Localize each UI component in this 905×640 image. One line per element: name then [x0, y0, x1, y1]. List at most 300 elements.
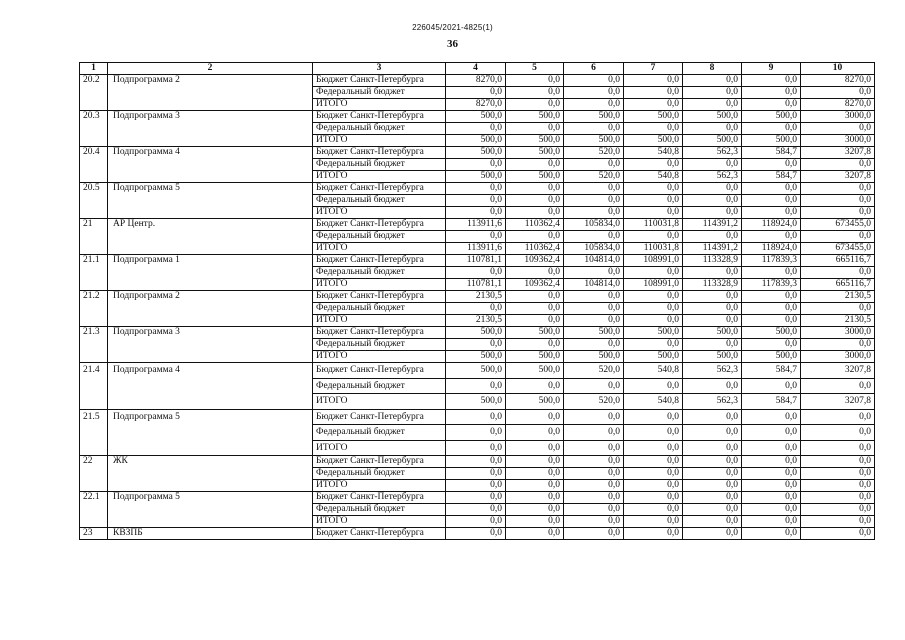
column-header: 5 [506, 63, 564, 75]
value-cell: 0,0 [564, 87, 624, 99]
row-program-name: КВЗПБ [108, 528, 313, 540]
value-cell: 0,0 [742, 378, 801, 394]
value-cell: 500,0 [564, 327, 624, 339]
row-program-name: Подпрограмма 1 [108, 255, 313, 291]
value-cell: 500,0 [742, 327, 801, 339]
value-cell: 500,0 [742, 111, 801, 123]
value-cell: 104814,0 [564, 279, 624, 291]
row-program-name: Подпрограмма 5 [108, 183, 313, 219]
table-row [80, 528, 875, 540]
value-cell: 0,0 [742, 123, 801, 135]
value-cell: 0,0 [624, 267, 683, 279]
value-cell: 500,0 [506, 171, 564, 183]
funding-source: Федеральный бюджет [313, 468, 446, 480]
funding-source: ИТОГО [313, 480, 446, 492]
value-cell: 109362,4 [506, 279, 564, 291]
value-cell: 500,0 [446, 111, 506, 123]
value-cell: 0,0 [506, 267, 564, 279]
value-cell: 0,0 [446, 409, 506, 425]
value-cell: 540,8 [624, 363, 683, 379]
funding-source: Бюджет Санкт-Петербурга [313, 492, 446, 504]
value-cell: 0,0 [506, 468, 564, 480]
value-cell: 0,0 [742, 267, 801, 279]
value-cell: 500,0 [506, 135, 564, 147]
value-cell: 0,0 [564, 267, 624, 279]
total-cell: 3207,8 [801, 363, 875, 379]
value-cell: 500,0 [564, 351, 624, 363]
value-cell: 584,7 [742, 363, 801, 379]
document-id: 226045/2021-4825(1) [412, 23, 493, 32]
row-program-name: Подпрограмма 2 [108, 291, 313, 327]
value-cell: 500,0 [506, 394, 564, 410]
value-cell: 500,0 [506, 327, 564, 339]
value-cell: 0,0 [446, 480, 506, 492]
value-cell: 0,0 [564, 440, 624, 456]
value-cell: 500,0 [506, 363, 564, 379]
value-cell: 500,0 [564, 135, 624, 147]
value-cell: 0,0 [564, 468, 624, 480]
funding-source: Бюджет Санкт-Петербурга [313, 291, 446, 303]
value-cell: 0,0 [564, 409, 624, 425]
value-cell: 562,3 [683, 394, 742, 410]
row-code: 21.4 [80, 363, 108, 410]
value-cell: 500,0 [683, 327, 742, 339]
value-cell: 562,3 [683, 363, 742, 379]
value-cell: 0,0 [506, 528, 564, 540]
value-cell: 0,0 [506, 440, 564, 456]
value-cell: 0,0 [564, 339, 624, 351]
value-cell: 108991,0 [624, 279, 683, 291]
value-cell: 113328,9 [683, 255, 742, 267]
funding-source: Федеральный бюджет [313, 303, 446, 315]
value-cell: 110031,8 [624, 219, 683, 231]
value-cell: 0,0 [742, 231, 801, 243]
table-row [80, 255, 875, 267]
value-cell: 0,0 [564, 303, 624, 315]
value-cell: 0,0 [506, 207, 564, 219]
funding-source: Федеральный бюджет [313, 231, 446, 243]
value-cell: 0,0 [564, 504, 624, 516]
value-cell: 0,0 [742, 468, 801, 480]
value-cell: 0,0 [564, 425, 624, 441]
value-cell: 0,0 [506, 75, 564, 87]
value-cell: 104814,0 [564, 255, 624, 267]
value-cell: 0,0 [683, 195, 742, 207]
value-cell: 0,0 [624, 480, 683, 492]
value-cell: 0,0 [742, 440, 801, 456]
value-cell: 0,0 [742, 492, 801, 504]
value-cell: 109362,4 [506, 255, 564, 267]
value-cell: 0,0 [742, 183, 801, 195]
funding-source: ИТОГО [313, 171, 446, 183]
value-cell: 110781,1 [446, 255, 506, 267]
value-cell: 0,0 [624, 504, 683, 516]
total-cell: 8270,0 [801, 75, 875, 87]
value-cell: 0,0 [564, 99, 624, 111]
funding-source: ИТОГО [313, 99, 446, 111]
value-cell: 500,0 [624, 111, 683, 123]
value-cell: 113911,6 [446, 219, 506, 231]
funding-source: Бюджет Санкт-Петербурга [313, 111, 446, 123]
table-row [80, 183, 875, 195]
value-cell: 0,0 [624, 99, 683, 111]
value-cell: 0,0 [446, 378, 506, 394]
value-cell: 0,0 [624, 159, 683, 171]
total-cell: 0,0 [801, 231, 875, 243]
value-cell: 0,0 [446, 267, 506, 279]
funding-source: ИТОГО [313, 440, 446, 456]
table-row [80, 456, 875, 468]
value-cell: 0,0 [564, 123, 624, 135]
value-cell: 0,0 [564, 378, 624, 394]
value-cell: 0,0 [446, 456, 506, 468]
row-program-name: Подпрограмма 4 [108, 363, 313, 410]
table-row [80, 409, 875, 425]
value-cell: 0,0 [506, 480, 564, 492]
funding-source: Бюджет Санкт-Петербурга [313, 219, 446, 231]
value-cell: 110362,4 [506, 243, 564, 255]
value-cell: 500,0 [506, 147, 564, 159]
total-cell: 3207,8 [801, 394, 875, 410]
value-cell: 0,0 [564, 231, 624, 243]
value-cell: 0,0 [683, 492, 742, 504]
value-cell: 0,0 [683, 468, 742, 480]
total-cell: 0,0 [801, 528, 875, 540]
value-cell: 117839,3 [742, 279, 801, 291]
column-header: 10 [801, 63, 875, 75]
value-cell: 0,0 [506, 303, 564, 315]
value-cell: 2130,5 [446, 291, 506, 303]
value-cell: 0,0 [683, 315, 742, 327]
value-cell: 0,0 [446, 440, 506, 456]
value-cell: 118924,0 [742, 219, 801, 231]
value-cell: 0,0 [742, 425, 801, 441]
table-row [80, 111, 875, 123]
value-cell: 0,0 [506, 339, 564, 351]
value-cell: 0,0 [446, 303, 506, 315]
total-cell: 0,0 [801, 159, 875, 171]
row-program-name: ЖК [108, 456, 313, 492]
total-cell: 0,0 [801, 480, 875, 492]
total-cell: 2130,5 [801, 291, 875, 303]
value-cell: 110362,4 [506, 219, 564, 231]
value-cell: 0,0 [506, 315, 564, 327]
total-cell: 3000,0 [801, 111, 875, 123]
value-cell: 0,0 [742, 207, 801, 219]
value-cell: 0,0 [506, 159, 564, 171]
value-cell: 0,0 [564, 492, 624, 504]
value-cell: 0,0 [564, 195, 624, 207]
value-cell: 0,0 [683, 528, 742, 540]
value-cell: 0,0 [683, 291, 742, 303]
value-cell: 108991,0 [624, 255, 683, 267]
value-cell: 0,0 [446, 528, 506, 540]
row-program-name: Подпрограмма 3 [108, 111, 313, 147]
value-cell: 540,8 [624, 147, 683, 159]
value-cell: 0,0 [742, 480, 801, 492]
total-cell: 2130,5 [801, 315, 875, 327]
value-cell: 0,0 [742, 339, 801, 351]
total-cell: 0,0 [801, 207, 875, 219]
value-cell: 0,0 [446, 183, 506, 195]
table-row [80, 291, 875, 303]
value-cell: 500,0 [742, 135, 801, 147]
total-cell: 8270,0 [801, 99, 875, 111]
funding-source: ИТОГО [313, 243, 446, 255]
value-cell: 0,0 [742, 409, 801, 425]
value-cell: 8270,0 [446, 99, 506, 111]
value-cell: 0,0 [624, 456, 683, 468]
value-cell: 0,0 [446, 504, 506, 516]
value-cell: 0,0 [742, 87, 801, 99]
total-cell: 0,0 [801, 123, 875, 135]
value-cell: 500,0 [446, 394, 506, 410]
value-cell: 0,0 [624, 492, 683, 504]
value-cell: 500,0 [624, 135, 683, 147]
value-cell: 500,0 [506, 351, 564, 363]
table-row [80, 363, 875, 379]
total-cell: 0,0 [801, 516, 875, 528]
total-cell: 3000,0 [801, 351, 875, 363]
value-cell: 520,0 [564, 171, 624, 183]
table-header-row [80, 63, 875, 75]
value-cell: 584,7 [742, 394, 801, 410]
funding-source: ИТОГО [313, 394, 446, 410]
value-cell: 0,0 [683, 480, 742, 492]
row-code: 21.1 [80, 255, 108, 291]
value-cell: 0,0 [683, 123, 742, 135]
value-cell: 0,0 [742, 456, 801, 468]
value-cell: 0,0 [624, 207, 683, 219]
value-cell: 0,0 [624, 87, 683, 99]
value-cell: 0,0 [683, 159, 742, 171]
budget-table [79, 62, 875, 540]
value-cell: 562,3 [683, 171, 742, 183]
funding-source: Федеральный бюджет [313, 195, 446, 207]
funding-source: ИТОГО [313, 207, 446, 219]
value-cell: 0,0 [446, 195, 506, 207]
total-cell: 0,0 [801, 409, 875, 425]
value-cell: 114391,2 [683, 243, 742, 255]
value-cell: 0,0 [742, 315, 801, 327]
funding-source: ИТОГО [313, 351, 446, 363]
value-cell: 0,0 [742, 195, 801, 207]
total-cell: 3207,8 [801, 147, 875, 159]
total-cell: 0,0 [801, 425, 875, 441]
total-cell: 0,0 [801, 87, 875, 99]
column-header: 7 [624, 63, 683, 75]
value-cell: 500,0 [683, 111, 742, 123]
total-cell: 0,0 [801, 504, 875, 516]
value-cell: 0,0 [683, 303, 742, 315]
funding-source: Федеральный бюджет [313, 378, 446, 394]
value-cell: 0,0 [624, 378, 683, 394]
funding-source: Федеральный бюджет [313, 159, 446, 171]
value-cell: 0,0 [683, 425, 742, 441]
value-cell: 0,0 [446, 123, 506, 135]
value-cell: 0,0 [506, 425, 564, 441]
value-cell: 0,0 [506, 504, 564, 516]
value-cell: 0,0 [506, 87, 564, 99]
value-cell: 0,0 [742, 75, 801, 87]
value-cell: 0,0 [564, 315, 624, 327]
value-cell: 0,0 [446, 468, 506, 480]
value-cell: 0,0 [624, 303, 683, 315]
page-number: 36 [447, 38, 458, 50]
value-cell: 0,0 [564, 207, 624, 219]
value-cell: 0,0 [742, 516, 801, 528]
funding-source: Бюджет Санкт-Петербурга [313, 363, 446, 379]
value-cell: 0,0 [624, 195, 683, 207]
value-cell: 520,0 [564, 363, 624, 379]
value-cell: 0,0 [742, 528, 801, 540]
value-cell: 0,0 [446, 159, 506, 171]
row-program-name: Подпрограмма 3 [108, 327, 313, 363]
table-row [80, 219, 875, 231]
row-code: 23 [80, 528, 108, 540]
table-row [80, 75, 875, 87]
funding-source: Федеральный бюджет [313, 339, 446, 351]
total-cell: 673455,0 [801, 219, 875, 231]
row-code: 21.5 [80, 409, 108, 456]
value-cell: 0,0 [683, 267, 742, 279]
value-cell: 113911,6 [446, 243, 506, 255]
value-cell: 0,0 [683, 504, 742, 516]
value-cell: 0,0 [506, 492, 564, 504]
value-cell: 0,0 [624, 468, 683, 480]
value-cell: 0,0 [446, 207, 506, 219]
column-header: 4 [446, 63, 506, 75]
row-code: 20.2 [80, 75, 108, 111]
value-cell: 500,0 [683, 135, 742, 147]
value-cell: 0,0 [683, 516, 742, 528]
value-cell: 0,0 [624, 339, 683, 351]
total-cell: 673455,0 [801, 243, 875, 255]
total-cell: 0,0 [801, 195, 875, 207]
value-cell: 500,0 [446, 327, 506, 339]
value-cell: 500,0 [624, 327, 683, 339]
value-cell: 500,0 [564, 111, 624, 123]
funding-source: Бюджет Санкт-Петербурга [313, 75, 446, 87]
funding-source: Федеральный бюджет [313, 87, 446, 99]
value-cell: 0,0 [624, 516, 683, 528]
column-header: 8 [683, 63, 742, 75]
total-cell: 0,0 [801, 492, 875, 504]
value-cell: 114391,2 [683, 219, 742, 231]
value-cell: 0,0 [564, 456, 624, 468]
value-cell: 0,0 [624, 75, 683, 87]
value-cell: 0,0 [506, 99, 564, 111]
row-program-name: Подпрограмма 2 [108, 75, 313, 111]
value-cell: 0,0 [683, 99, 742, 111]
funding-source: Федеральный бюджет [313, 425, 446, 441]
column-header: 1 [80, 63, 108, 75]
value-cell: 500,0 [446, 135, 506, 147]
total-cell: 0,0 [801, 267, 875, 279]
value-cell: 500,0 [446, 363, 506, 379]
value-cell: 0,0 [564, 480, 624, 492]
total-cell: 0,0 [801, 303, 875, 315]
value-cell: 0,0 [506, 409, 564, 425]
value-cell: 0,0 [446, 87, 506, 99]
value-cell: 0,0 [564, 291, 624, 303]
value-cell: 0,0 [446, 339, 506, 351]
value-cell: 0,0 [624, 425, 683, 441]
total-cell: 0,0 [801, 339, 875, 351]
value-cell: 0,0 [683, 440, 742, 456]
total-cell: 665116,7 [801, 255, 875, 267]
value-cell: 520,0 [564, 147, 624, 159]
row-code: 20.3 [80, 111, 108, 147]
value-cell: 0,0 [742, 159, 801, 171]
row-program-name: Подпрограмма 5 [108, 409, 313, 456]
column-header: 9 [742, 63, 801, 75]
funding-source: Бюджет Санкт-Петербурга [313, 147, 446, 159]
value-cell: 0,0 [564, 528, 624, 540]
funding-source: ИТОГО [313, 279, 446, 291]
funding-source: Бюджет Санкт-Петербурга [313, 409, 446, 425]
value-cell: 0,0 [624, 291, 683, 303]
value-cell: 0,0 [683, 231, 742, 243]
value-cell: 500,0 [446, 351, 506, 363]
value-cell: 0,0 [624, 231, 683, 243]
value-cell: 110781,1 [446, 279, 506, 291]
total-cell: 0,0 [801, 468, 875, 480]
total-cell: 3000,0 [801, 135, 875, 147]
column-header: 6 [564, 63, 624, 75]
value-cell: 0,0 [624, 440, 683, 456]
value-cell: 0,0 [742, 504, 801, 516]
value-cell: 500,0 [683, 351, 742, 363]
value-cell: 105834,0 [564, 219, 624, 231]
value-cell: 540,8 [624, 171, 683, 183]
funding-source: ИТОГО [313, 315, 446, 327]
total-cell: 0,0 [801, 456, 875, 468]
funding-source: Федеральный бюджет [313, 504, 446, 516]
value-cell: 0,0 [624, 315, 683, 327]
value-cell: 0,0 [506, 516, 564, 528]
value-cell: 0,0 [506, 123, 564, 135]
value-cell: 0,0 [683, 207, 742, 219]
value-cell: 113328,9 [683, 279, 742, 291]
value-cell: 0,0 [683, 87, 742, 99]
value-cell: 8270,0 [446, 75, 506, 87]
table-row [80, 327, 875, 339]
value-cell: 500,0 [506, 111, 564, 123]
total-cell: 3000,0 [801, 327, 875, 339]
row-program-name: АР Центр. [108, 219, 313, 255]
value-cell: 500,0 [742, 351, 801, 363]
value-cell: 520,0 [564, 394, 624, 410]
value-cell: 0,0 [742, 99, 801, 111]
funding-source: Бюджет Санкт-Петербурга [313, 456, 446, 468]
value-cell: 0,0 [506, 291, 564, 303]
row-code: 21 [80, 219, 108, 255]
value-cell: 500,0 [446, 171, 506, 183]
value-cell: 0,0 [506, 195, 564, 207]
value-cell: 0,0 [683, 378, 742, 394]
value-cell: 0,0 [506, 183, 564, 195]
column-header: 3 [313, 63, 446, 75]
value-cell: 0,0 [564, 75, 624, 87]
row-program-name: Подпрограмма 4 [108, 147, 313, 183]
value-cell: 117839,3 [742, 255, 801, 267]
funding-source: Бюджет Санкт-Петербурга [313, 183, 446, 195]
value-cell: 0,0 [624, 409, 683, 425]
total-cell: 0,0 [801, 183, 875, 195]
total-cell: 0,0 [801, 440, 875, 456]
value-cell: 0,0 [506, 456, 564, 468]
